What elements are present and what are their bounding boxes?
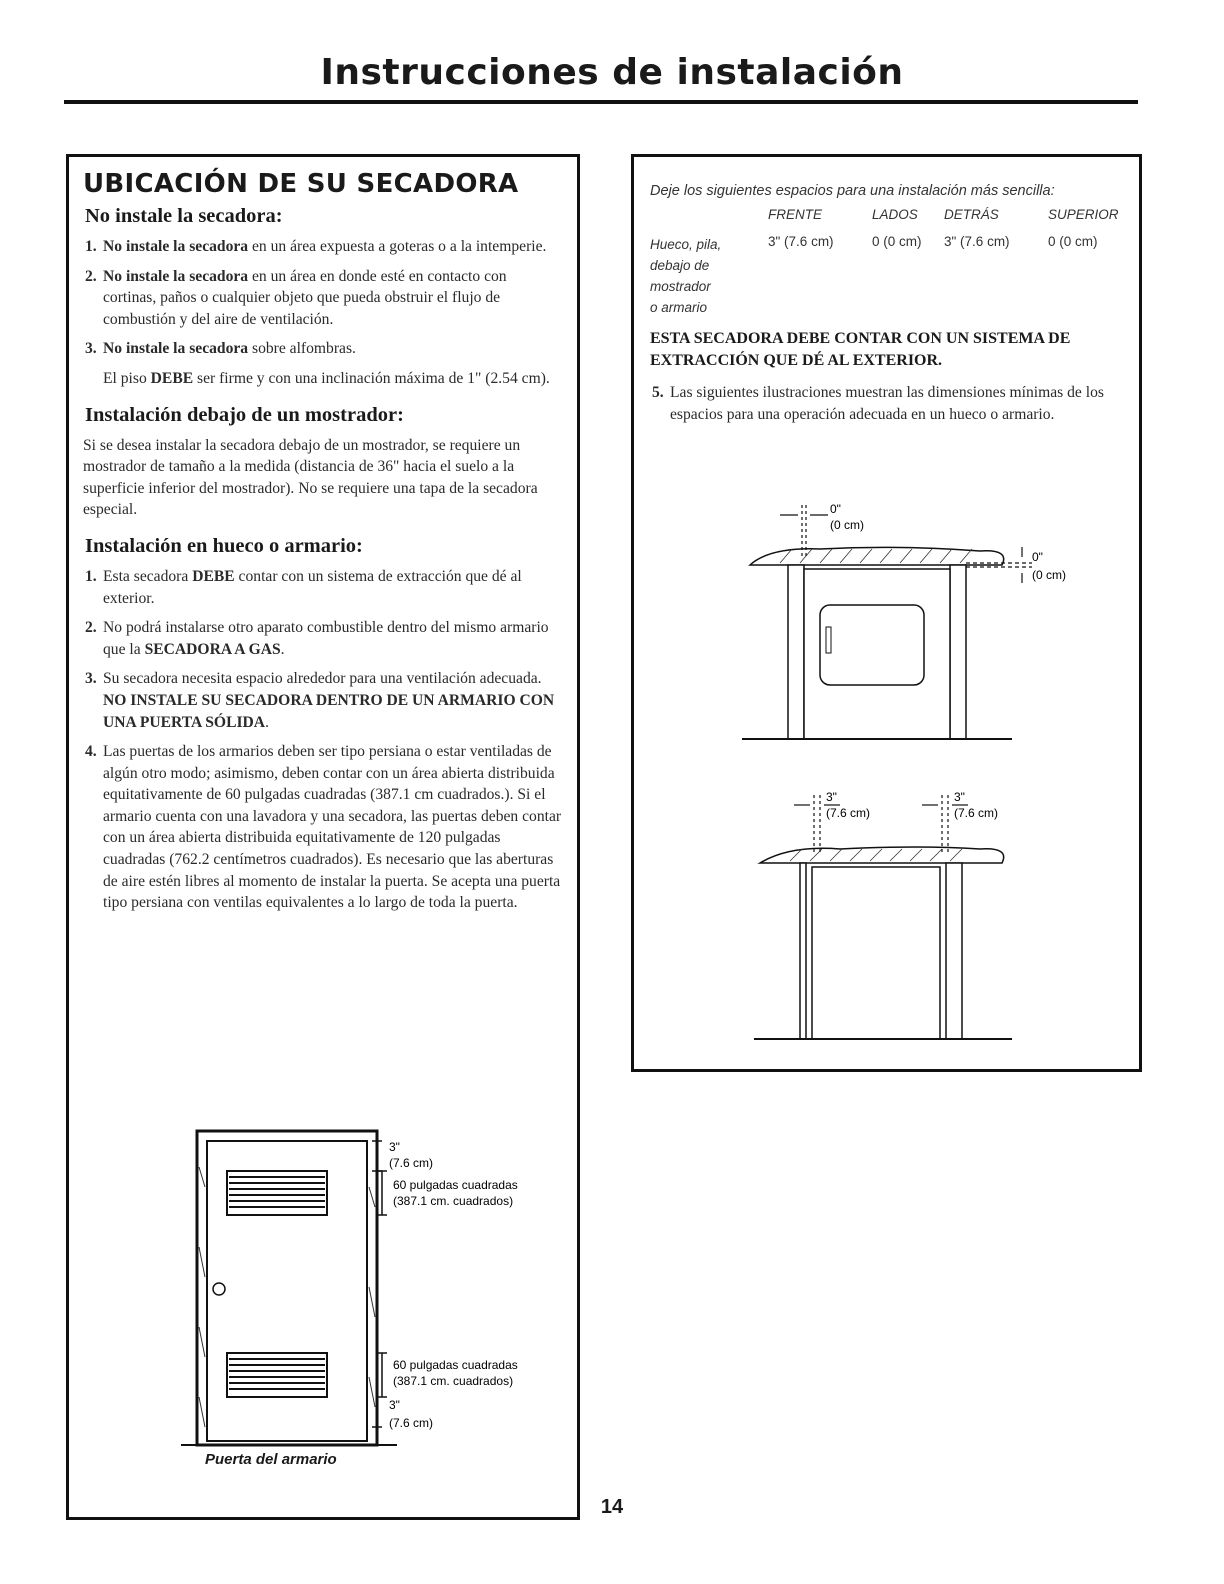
area-bottom-2: (387.1 cm. cuadrados) [393,1374,514,1388]
top-in: 0" [1032,550,1043,564]
cell-superior: 0 (0 cm) [1048,234,1098,249]
top-cm: (0 cm) [1032,568,1066,582]
list-item: 1. Esta secadora DEBE contar con un sistema de extracción que dé al exterior. [85,567,522,607]
area-top-1: 60 pulgadas cuadradas [393,1178,518,1192]
dryer-side [812,867,940,1039]
list-item: 3. Su secadora necesita espacio alrededor para una ventilación adecuada. NO INSTALE SU SECADORA DENTRO DE UN ARMARIO CON UNA PUERTA SÓLIDA. [85,670,555,731]
list-item: 1. No instale la secadora en un área expuesta a goteras o a la intemperie. [85,238,547,255]
list-item: 2. No instale la secadora en un área en donde esté en contacto con cortinas, paños o cualquier objeto que pueda obstruir el flujo de combustión y del aire de ventilación. [85,267,507,328]
no-install-list [83,236,563,390]
back-wall [946,863,962,1039]
col-header: DETRÁS [944,207,999,222]
left-cm: (7.6 cm) [826,806,871,820]
title-rule [64,100,1138,104]
list-item: 4. Las puertas de los armarios deben ser tipo persiana o estar ventiladas de algún otro modo; asimismo, deben contar con un área abierta distribuida equitativamente de 60 pulgadas cuadradas (387.1 cm cuadrados.). Si el armario cuenta con una lavadora y una secadora, las puertas deben contar con un área abierta distribuida equitativamente de 120 pulgadas cuadradas (762.2 centímetros cuadrados). Es necesario que las aberturas de aire estén libres al momento de instalar la puerta. Se acepta una puerta tipo persiana con ventilas equivalentes a lo largo de toda la puerta. [85,743,562,912]
cell-frente: 3" (7.6 cm) [768,234,834,249]
figure-caption: Puerta del armario [205,1451,337,1468]
right-in: 3" [954,790,965,804]
area-bottom-1: 60 pulgadas cuadradas [393,1358,518,1372]
row-label: Hueco, pila, debajo de mostrador o armario [650,237,722,315]
bottom-vent [227,1353,327,1397]
col-header: LADOS [872,207,918,222]
counter-heading: Instalación debajo de un mostrador: [85,403,404,426]
page-title: Instrucciones de instalación [320,52,904,93]
cell-detras: 3" (7.6 cm) [944,234,1010,249]
top-vent [227,1171,327,1215]
exhaust-notice: ESTA SECADORA DEBE CONTAR CON UN SISTEMA DE EXTRACCIÓN QUE DÉ AL EXTERIOR. [650,330,1071,369]
dim-bottom-in: 3" [389,1398,400,1412]
col-header: SUPERIOR [1048,207,1119,222]
undercounter-figure [740,499,1100,749]
left-wall [788,565,804,739]
list-item: 5. Las siguientes ilustraciones muestran las dimensiones mínimas de los espacios para una operación adecuada en un hueco o armario. [652,384,1104,423]
side-in: 0" [830,502,841,516]
right-wall [950,565,966,739]
clearance-table [650,205,1124,320]
dim-top-cm: (7.6 cm) [389,1156,434,1170]
side-wall [800,863,806,1039]
cabinet-door-figure [177,1127,557,1457]
item-5 [650,382,1125,425]
col-header: FRENTE [768,207,822,222]
dryer-door [820,605,924,685]
alcove-heading: Instalación en hueco o armario: [85,534,363,557]
door-handle [826,627,831,653]
section-heading: UBICACIÓN DE SU SECADORA [83,169,519,199]
dim-top-in: 3" [389,1140,400,1154]
dryer-location-panel [66,154,580,1520]
door-knob [213,1283,225,1295]
list-item: 2. No podrá instalarse otro aparato combustible dentro del mismo armario que la SECADORA A GAS. [85,619,549,658]
clearances-panel [631,154,1142,1072]
floor-requirement: El piso DEBE ser firme y con una inclinación máxima de 1" (2.54 cm). [103,369,550,387]
cell-lados: 0 (0 cm) [872,234,922,249]
left-in: 3" [826,790,837,804]
side-cm: (0 cm) [830,518,864,532]
no-install-heading: No instale la secadora: [85,205,283,227]
page-number: 14 [600,1496,624,1518]
dim-bottom-cm: (7.6 cm) [389,1416,434,1430]
area-top-2: (387.1 cm. cuadrados) [393,1194,514,1208]
right-cm: (7.6 cm) [954,806,999,820]
counter-text: Si se desea instalar la secadora debajo de un mostrador, se requiere un mostrador de tamaño a la medida (distancia de 36" hacia el suelo a la superficie inferior del mostrador). No se requiere una tapa de la secadora especial. [83,436,538,519]
list-item: 3. No instale la secadora sobre alfombras. [85,340,356,358]
table-row [650,232,1124,320]
clearance-intro: Deje los siguientes espacios para una instalación más sencilla: [650,183,1055,199]
alcove-figure [750,789,1110,1049]
alcove-list [83,566,563,914]
